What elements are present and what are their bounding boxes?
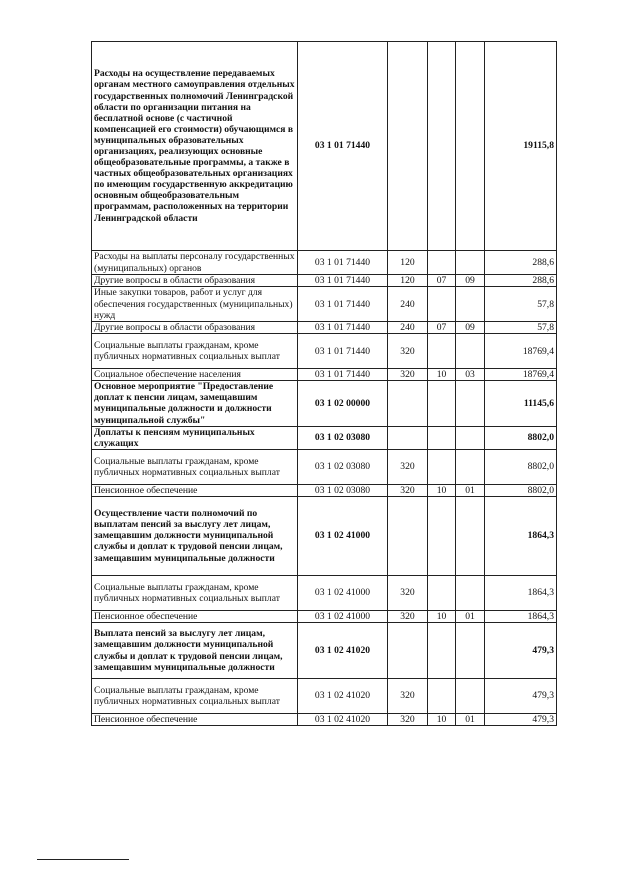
cell-code: 03 1 01 71440 [298, 334, 388, 369]
cell-code: 03 1 02 03080 [298, 426, 388, 449]
table-row [92, 610, 557, 622]
table-row [92, 334, 557, 369]
table-row [92, 484, 557, 496]
cell-sum: 288,6 [485, 251, 557, 275]
table-row [92, 369, 557, 381]
cell-sum: 1864,3 [485, 610, 557, 622]
cell-code: 03 1 01 71440 [298, 322, 388, 334]
cell-rz [428, 251, 456, 275]
cell-vr: 320 [388, 334, 428, 369]
cell-vr [388, 42, 428, 251]
cell-vr: 240 [388, 322, 428, 334]
cell-rz [428, 575, 456, 610]
cell-vr: 320 [388, 714, 428, 726]
cell-code: 03 1 01 71440 [298, 275, 388, 287]
cell-name: Выплата пенсий за выслугу лет лицам, замещавшим должности муниципальной службы и доплат к трудовой пенсии лицам, замещавшим муниципальные должности [92, 623, 298, 679]
cell-vr: 320 [388, 484, 428, 496]
cell-pr [456, 426, 485, 449]
table-row [92, 496, 557, 575]
cell-name: Социальные выплаты гражданам, кроме публичных нормативных социальных выплат [92, 575, 298, 610]
cell-pr [456, 679, 485, 714]
table-row [92, 322, 557, 334]
cell-code: 03 1 02 03080 [298, 484, 388, 496]
table-row [92, 714, 557, 726]
cell-name: Другие вопросы в области образования [92, 275, 298, 287]
cell-pr: 01 [456, 484, 485, 496]
cell-sum: 11145,6 [485, 381, 557, 426]
cell-vr: 320 [388, 449, 428, 484]
cell-code: 03 1 02 41020 [298, 679, 388, 714]
cell-rz: 10 [428, 714, 456, 726]
cell-code: 03 1 02 03080 [298, 449, 388, 484]
cell-name: Осуществление части полномочий по выплатам пенсий за выслугу лет лицам, замещавшим должности муниципальной службы и доплат к трудовой пенсии лицам, замещавшим муниципальные должности [92, 496, 298, 575]
cell-pr: 01 [456, 610, 485, 622]
cell-vr: 320 [388, 575, 428, 610]
table-row [92, 575, 557, 610]
cell-code: 03 1 02 41020 [298, 714, 388, 726]
cell-pr [456, 496, 485, 575]
cell-rz: 10 [428, 610, 456, 622]
cell-name: Доплаты к пенсиям муниципальных служащих [92, 426, 298, 449]
cell-code: 03 1 02 41000 [298, 496, 388, 575]
cell-sum: 1864,3 [485, 575, 557, 610]
cell-vr: 120 [388, 251, 428, 275]
cell-name: Иные закупки товаров, работ и услуг для обеспечения государственных (муниципальных) нужд [92, 287, 298, 322]
cell-name: Социальные выплаты гражданам, кроме публичных нормативных социальных выплат [92, 334, 298, 369]
table-row [92, 42, 557, 251]
cell-vr: 240 [388, 287, 428, 322]
cell-sum: 8802,0 [485, 426, 557, 449]
cell-rz [428, 287, 456, 322]
cell-code: 03 1 01 71440 [298, 369, 388, 381]
cell-pr: 03 [456, 369, 485, 381]
cell-sum: 57,8 [485, 287, 557, 322]
cell-name: Пенсионное обеспечение [92, 610, 298, 622]
cell-sum: 19115,8 [485, 42, 557, 251]
table-row [92, 251, 557, 275]
cell-rz: 10 [428, 484, 456, 496]
cell-rz [428, 679, 456, 714]
cell-pr [456, 334, 485, 369]
cell-pr [456, 381, 485, 426]
cell-name: Пенсионное обеспечение [92, 714, 298, 726]
cell-rz: 07 [428, 322, 456, 334]
budget-table-body [92, 42, 557, 726]
cell-pr [456, 251, 485, 275]
cell-vr: 320 [388, 610, 428, 622]
cell-sum: 479,3 [485, 623, 557, 679]
cell-pr: 09 [456, 275, 485, 287]
cell-name: Основное мероприятие "Предоставление доплат к пенсии лицам, замещавшим муниципальные должности и должности муниципальной службы" [92, 381, 298, 426]
cell-code: 03 1 01 71440 [298, 287, 388, 322]
cell-code: 03 1 01 71440 [298, 251, 388, 275]
cell-rz [428, 623, 456, 679]
cell-rz [428, 426, 456, 449]
cell-sum: 18769,4 [485, 334, 557, 369]
table-row [92, 381, 557, 426]
cell-name: Социальные выплаты гражданам, кроме публичных нормативных социальных выплат [92, 679, 298, 714]
table-row [92, 449, 557, 484]
cell-name: Расходы на выплаты персоналу государственных (муниципальных) органов [92, 251, 298, 275]
cell-vr [388, 381, 428, 426]
cell-name: Расходы на осуществление передаваемых органам местного самоуправления отдельных государственных полномочий Ленинградской области по организации питания на бесплатной основе (с частичной компенсацией его стоимости) обучающимся в муниципальных образовательных организациях, реализующих основные общеобразовательные программы, а также в частных общеобразовательных организациях по имеющим государственную аккредитацию основным общеобразовательным программам, расположенных на территории Ленинградской области [92, 42, 298, 251]
footnote-separator [37, 859, 129, 860]
cell-rz [428, 334, 456, 369]
cell-pr [456, 623, 485, 679]
cell-sum: 8802,0 [485, 449, 557, 484]
cell-sum: 288,6 [485, 275, 557, 287]
cell-rz [428, 449, 456, 484]
cell-code: 03 1 01 71440 [298, 42, 388, 251]
cell-pr [456, 575, 485, 610]
table-row [92, 679, 557, 714]
cell-sum: 1864,3 [485, 496, 557, 575]
cell-code: 03 1 02 41020 [298, 623, 388, 679]
cell-rz: 07 [428, 275, 456, 287]
cell-name: Пенсионное обеспечение [92, 484, 298, 496]
cell-rz [428, 381, 456, 426]
table-row [92, 287, 557, 322]
cell-pr [456, 449, 485, 484]
cell-name: Социальное обеспечение населения [92, 369, 298, 381]
cell-vr: 320 [388, 679, 428, 714]
cell-vr [388, 426, 428, 449]
cell-sum: 18769,4 [485, 369, 557, 381]
cell-sum: 479,3 [485, 679, 557, 714]
cell-code: 03 1 02 00000 [298, 381, 388, 426]
cell-pr [456, 42, 485, 251]
cell-vr [388, 623, 428, 679]
cell-sum: 479,3 [485, 714, 557, 726]
cell-rz [428, 42, 456, 251]
cell-rz [428, 496, 456, 575]
cell-sum: 57,8 [485, 322, 557, 334]
table-row [92, 426, 557, 449]
cell-rz: 10 [428, 369, 456, 381]
cell-sum: 8802,0 [485, 484, 557, 496]
cell-pr: 01 [456, 714, 485, 726]
cell-name: Социальные выплаты гражданам, кроме публичных нормативных социальных выплат [92, 449, 298, 484]
cell-code: 03 1 02 41000 [298, 575, 388, 610]
cell-code: 03 1 02 41000 [298, 610, 388, 622]
cell-vr [388, 496, 428, 575]
budget-table [91, 41, 557, 726]
cell-pr: 09 [456, 322, 485, 334]
table-row [92, 275, 557, 287]
cell-pr [456, 287, 485, 322]
table-row [92, 623, 557, 679]
cell-name: Другие вопросы в области образования [92, 322, 298, 334]
cell-vr: 320 [388, 369, 428, 381]
cell-vr: 120 [388, 275, 428, 287]
